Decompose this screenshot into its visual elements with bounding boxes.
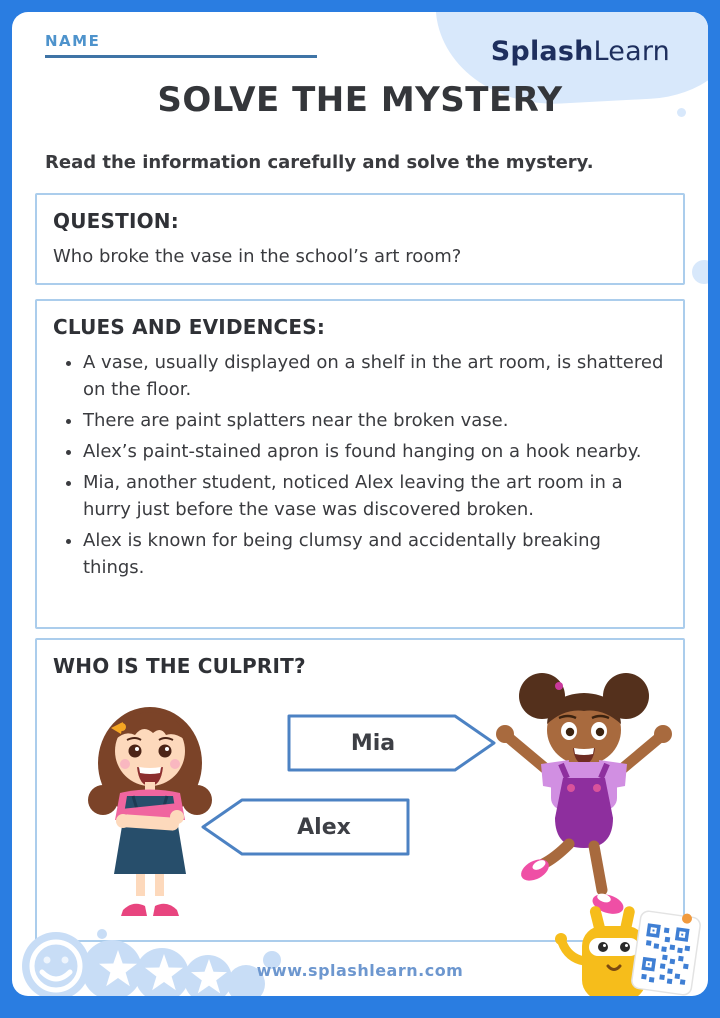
name-label: NAME bbox=[45, 32, 101, 50]
clues-box bbox=[35, 299, 685, 629]
name-input-line[interactable] bbox=[45, 55, 317, 58]
clue-item: • Mia, another student, noticed Alex leaving the art room in a hurry just before the vase was discovered broken. bbox=[83, 469, 667, 523]
question-text: Who broke the vase in the school’s art room? bbox=[53, 246, 462, 267]
mia-option-arrow[interactable] bbox=[287, 714, 497, 772]
clues-list bbox=[53, 349, 667, 581]
clue-item: • Alex is known for being clumsy and accidentally breaking things. bbox=[83, 527, 667, 581]
culprit-box bbox=[35, 638, 685, 942]
clue-item: • A vase, usually displayed on a shelf in the art room, is shattered on the floor. bbox=[83, 349, 667, 403]
alex-option-label: Alex bbox=[297, 814, 351, 840]
culprit-heading: WHO IS THE CULPRIT? bbox=[53, 654, 306, 678]
clue-item: • There are paint splatters near the broken vase. bbox=[83, 407, 667, 434]
decor-dot bbox=[692, 260, 708, 284]
worksheet-card bbox=[12, 12, 708, 996]
mia-character-illustration bbox=[489, 668, 679, 923]
clues-heading: CLUES AND EVIDENCES: bbox=[53, 315, 326, 339]
alex-option-arrow[interactable] bbox=[200, 798, 410, 856]
footer-url: www.splashlearn.com bbox=[256, 961, 464, 980]
page-title: SOLVE THE MYSTERY bbox=[157, 80, 563, 120]
logo-splash: Splash bbox=[490, 36, 594, 67]
clue-item: • Alex’s paint-stained apron is found hanging on a hook nearby. bbox=[83, 438, 667, 465]
splashlearn-logo bbox=[491, 36, 670, 67]
instruction-text: Read the information carefully and solve the mystery. bbox=[45, 152, 594, 173]
qr-code-icon bbox=[631, 907, 702, 996]
mia-option-label: Mia bbox=[350, 730, 396, 756]
question-heading: QUESTION: bbox=[53, 209, 179, 233]
name-block bbox=[45, 32, 317, 58]
question-box bbox=[35, 193, 685, 285]
logo-learn: Learn bbox=[593, 36, 670, 67]
mascot-icon bbox=[532, 906, 702, 996]
